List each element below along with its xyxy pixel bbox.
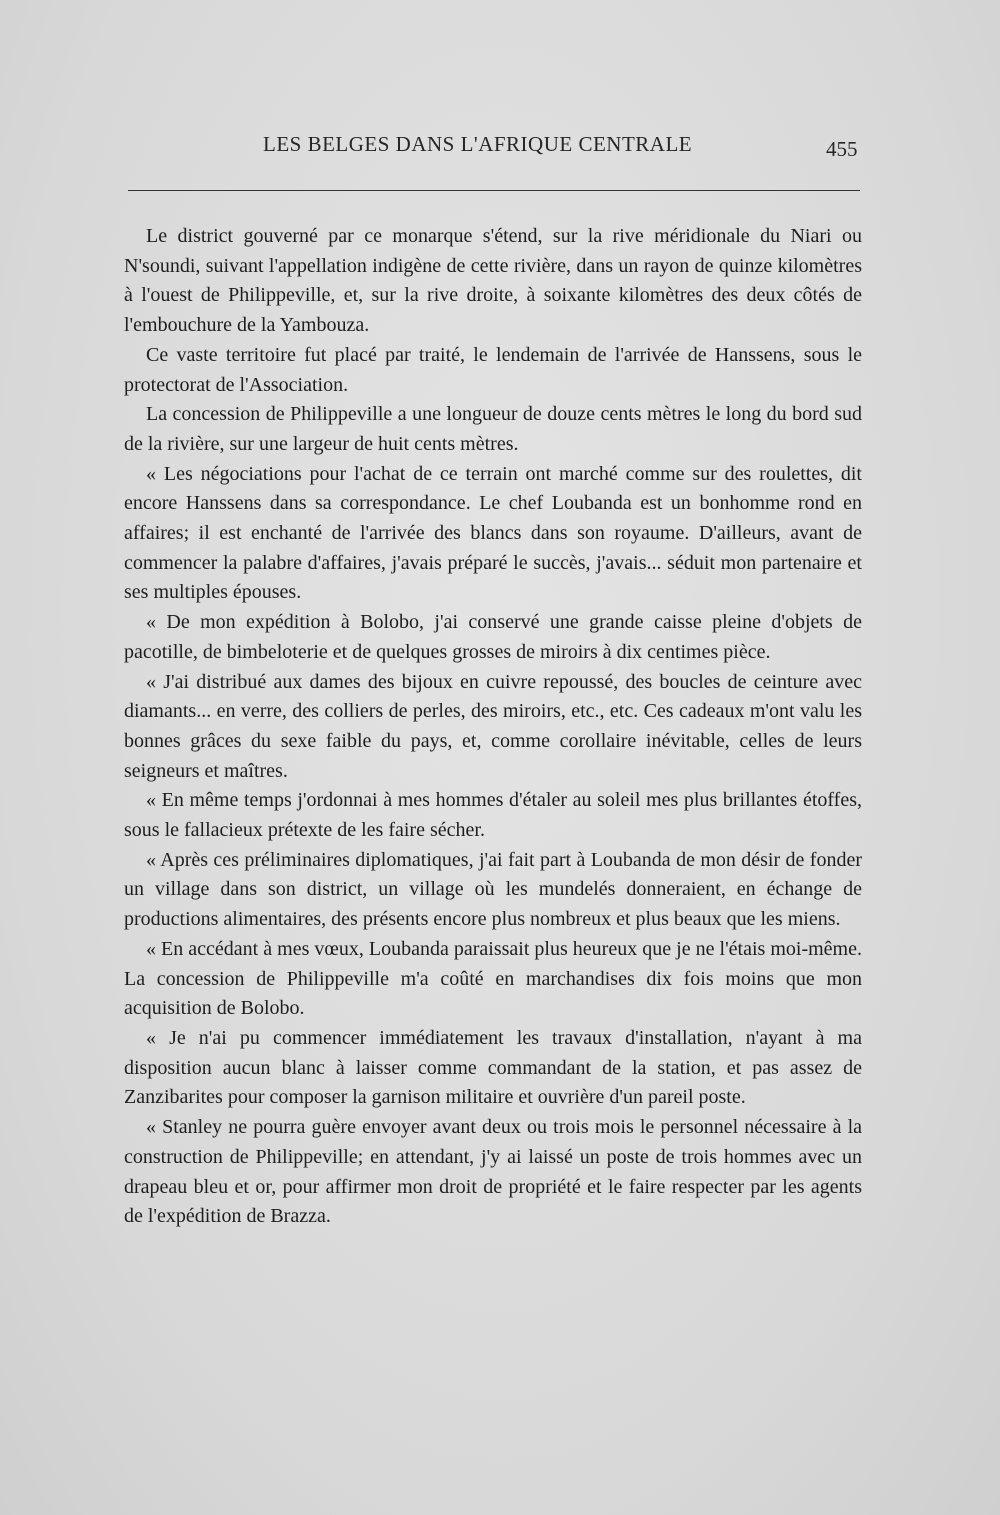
paragraph: « Stanley ne pourra guère envoyer avant deux ou trois mois le personnel nécessaire à la construction de Philippeville; en attendant, j'y ai laissé un poste de trois hommes avec un drapeau bleu et or, pour affirmer mon droit de propriété et le faire respecter par les agents de l'expédition de Brazza. xyxy=(124,1116,862,1228)
body-text xyxy=(124,222,862,1232)
paragraph: « J'ai distribué aux dames des bijoux en cuivre repoussé, des boucles de ceinture avec diamants... en verre, des colliers de perles, des miroirs, etc., etc. Ces cadeaux m'ont valu les bonnes grâces du sexe faible du pays, et, comme corollaire inévitable, celles de leurs seigneurs et maîtres. xyxy=(124,670,862,782)
paragraph: « En même temps j'ordonnai à mes hommes d'étaler au soleil mes plus brillantes étoffes, sous le fallacieux prétexte de les faire sécher. xyxy=(124,789,862,842)
running-title: LES BELGES DANS L'AFRIQUE CENTRALE xyxy=(263,132,693,156)
paragraph: Ce vaste territoire fut placé par traité, le lendemain de l'arrivée de Hanssens, sous le protectorat de l'Association. xyxy=(124,343,862,396)
paragraph: « En accédant à mes vœux, Loubanda paraissait plus heureux que je ne l'étais moi-même. La concession de Philippeville m'a coûté en marchandises dix fois moins que mon acquisition de Bolobo. xyxy=(124,937,862,1020)
header-rule xyxy=(128,190,860,191)
paragraph: « De mon expédition à Bolobo, j'ai conservé une grande caisse pleine d'objets de pacotille, de bimbeloterie et de quelques grosses de miroirs à dix centimes pièce. xyxy=(124,611,862,663)
paragraph: « Après ces préliminaires diplomatiques, j'ai fait part à Loubanda de mon désir de fonder un village dans son district, un village où les mundelés donneraient, en échange de productions alimentaires, des présents encore plus nombreux et plus beaux que les miens. xyxy=(124,848,862,931)
paragraph: « Les négociations pour l'achat de ce terrain ont marché comme sur des roulettes, dit encore Hanssens dans sa correspondance. Le chef Loubanda est un bonhomme rond en affaires; il est enchanté de l'arrivée des blancs dans son royaume. D'ailleurs, avant de commencer la palabre d'affaires, j'avais préparé le succès, j'avais... séduit mon partenaire et ses multiples épouses. xyxy=(124,462,862,604)
page-number: 455 xyxy=(826,137,858,161)
paragraph: « Je n'ai pu commencer immédiatement les travaux d'installation, n'ayant à ma disposition aucun blanc à laisser comme commandant de la station, et pas assez de Zanzibarites pour composer la garnison militaire et ouvrière d'un pareil poste. xyxy=(124,1026,862,1109)
paragraph: La concession de Philippeville a une longueur de douze cents mètres le long du bord sud de la rivière, sur une largeur de huit cents mètres. xyxy=(124,403,862,455)
paragraph: Le district gouverné par ce monarque s'étend, sur la rive méridionale du Niari ou N'soundi, suivant l'appellation indigène de cette rivière, dans un rayon de quinze kilomètres à l'ouest de Philippeville, et, sur la rive droite, à soixante kilomètres des deux côtés de l'embouchure de la Yambouza. xyxy=(124,225,862,337)
